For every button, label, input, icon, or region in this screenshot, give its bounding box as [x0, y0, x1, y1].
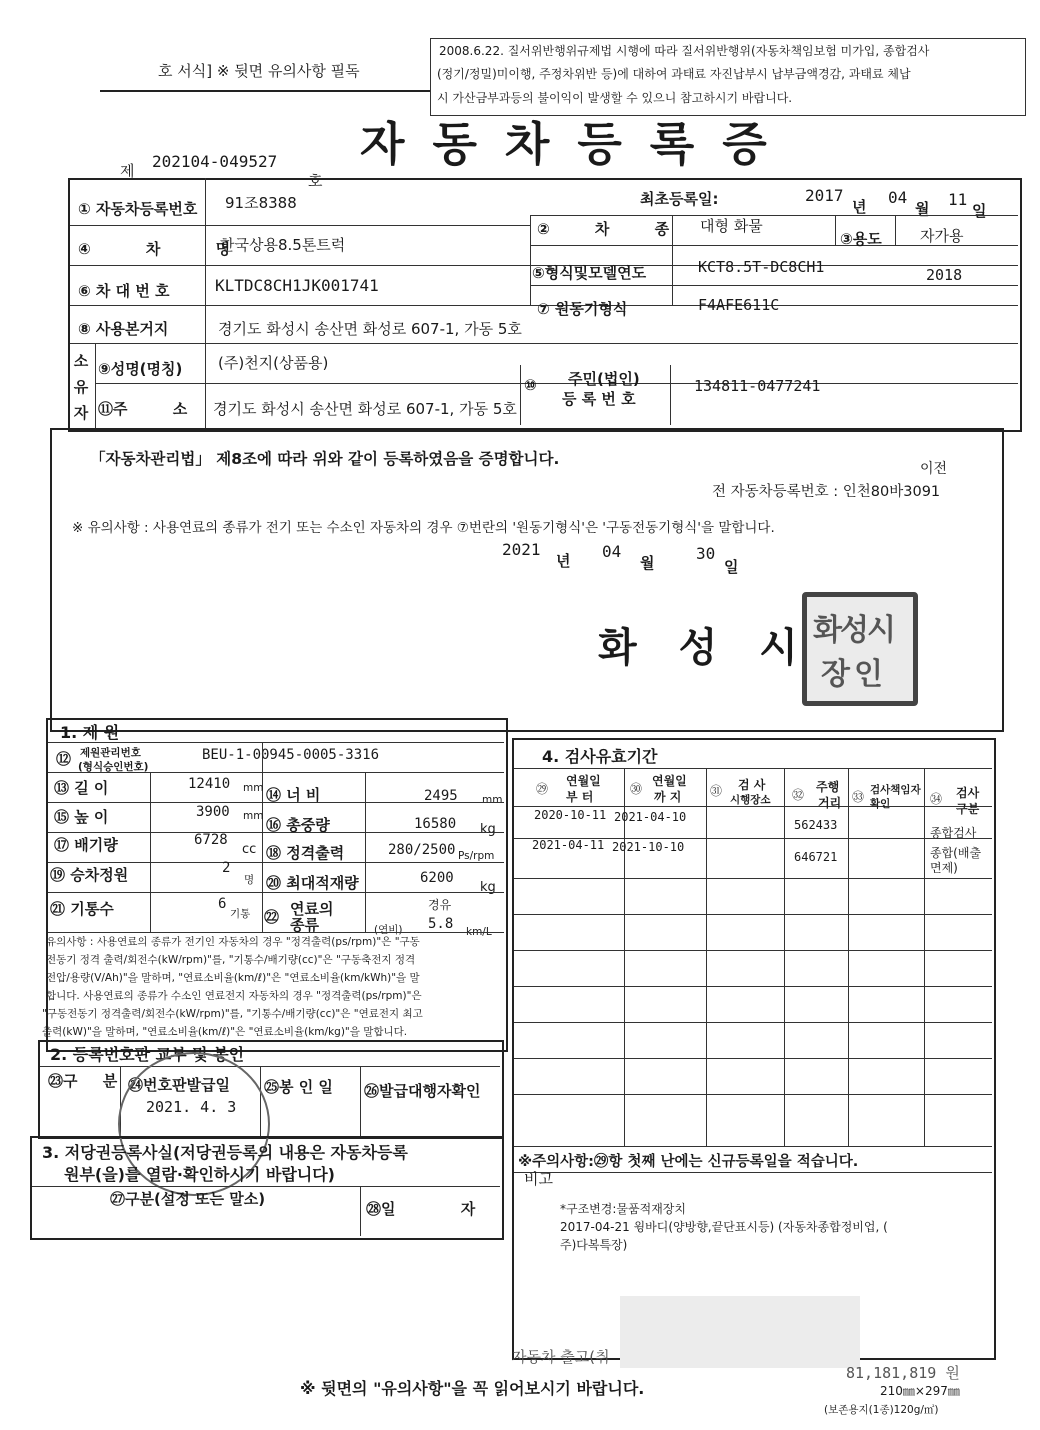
spec-22-num: ㉒: [264, 908, 280, 926]
footer-notice: ※ 뒷면의 "유의사항"을 꼭 읽어보시기 바랍니다.: [300, 1379, 645, 1398]
insp-remarks-1: *구조변경:물품적재장치: [560, 1202, 686, 1216]
spec-14-label: ⑭ 너 비: [266, 786, 321, 804]
spec-15-label: ⑮ 높 이: [54, 808, 109, 826]
field-11-label: ⑪주 소: [98, 400, 188, 418]
spec-18-label: ⑱ 정격출력: [266, 844, 345, 862]
first-reg-wol: 월: [915, 200, 930, 218]
plate-date-value: 2021. 4. 3: [146, 1098, 237, 1116]
field-5-year: 2018: [926, 266, 963, 284]
issue-nyeon: 년: [556, 552, 571, 570]
spec-14-value: 2495: [424, 788, 458, 804]
field-6-label: ⑥ 차 대 번 호: [78, 282, 170, 300]
spec-19-unit: 명: [244, 874, 255, 886]
col-line-mid2: [520, 365, 521, 425]
spec-20-label: ⑳ 최대적재량: [266, 874, 359, 892]
insp-col-5: [924, 768, 925, 1146]
redacted-area: [620, 1296, 860, 1368]
seal-text-bottom: 장인: [821, 657, 887, 692]
insp-row-1-from: 2020-10-11: [534, 808, 607, 822]
cert-number: 202104-049527: [152, 152, 278, 171]
release-price: 81,181,819 원: [846, 1364, 960, 1382]
insp-h32-l1: 주행: [816, 780, 840, 794]
first-reg-month: 04: [888, 188, 908, 207]
col-line-mid: [530, 215, 531, 305]
release-label: 자동차 출고(취: [512, 1348, 610, 1366]
field-5-value: KCT8.5T-DC8CH1: [698, 258, 825, 276]
prev-reg-line-1: 이전: [920, 461, 948, 477]
insp-line-3: [514, 878, 992, 879]
plate-line-1: [40, 1066, 500, 1067]
insp-row-1-kind: 종합검사: [930, 826, 977, 840]
issue-il: 일: [724, 558, 739, 576]
row-line-4: [70, 343, 1018, 344]
col-line-f10: [670, 365, 671, 425]
insp-col-3: [784, 768, 785, 1146]
insp-line-4: [514, 914, 992, 915]
specs-line-1: [48, 772, 504, 773]
mortgage-col-28: ㉘일 자: [366, 1200, 476, 1218]
mortgage-col-27: ㉗구분(설정 또는 말소): [110, 1190, 266, 1208]
field-4-value: 한국상용8.5톤트럭: [220, 236, 346, 254]
issue-day: 30: [696, 544, 716, 563]
first-reg-day: 11: [948, 190, 968, 209]
caution-text: ※ 유의사항 : 사용연료의 종류가 전기 또는 수소인 자동차의 경우 ⑦번란의 '원동기형식'은 '구동전동기형식'을 말합니다.: [72, 520, 775, 536]
insp-line-5: [514, 950, 992, 951]
insp-h32-l2: 거리: [818, 796, 842, 810]
specs-line-6: [48, 932, 504, 933]
field-10-label-1: 주민(법인): [568, 370, 640, 388]
row-line-1b: [530, 215, 1018, 216]
col-line-label: [205, 178, 206, 428]
insp-caution: ※주의사항:㉙항 첫째 난에는 신규등록일을 적습니다.: [518, 1154, 859, 1170]
field-10-value: 134811-0477241: [694, 377, 821, 395]
spec-13-unit: mm: [243, 782, 264, 794]
row-line-1: [70, 225, 530, 226]
form-label: 호 서식] ※ 뒷면 유의사항 필독: [158, 62, 360, 80]
insp-line-6: [514, 986, 992, 987]
plate-col-23: ㉓구 분: [48, 1072, 118, 1090]
spec-12-label-2: (형식승인번호): [78, 761, 149, 773]
insp-h32-num: ㉜: [792, 788, 805, 802]
spec-12-num: ⑫: [56, 750, 72, 768]
insp-remarks-2: 2017-04-21 윙바디(양방향,끝단표시등) (자동차종합정비업, (: [560, 1220, 888, 1234]
paper-type: (보존용지(1종)120g/㎡): [824, 1404, 939, 1416]
fuel-eff-unit: km/L: [466, 926, 492, 938]
spec-22-label-2: 종류: [290, 916, 319, 934]
field-1-label: ① 자동차등록번호: [78, 200, 198, 218]
insp-h29-l2: 부 터: [566, 790, 594, 804]
issue-month: 04: [602, 542, 622, 561]
insp-col-2: [706, 768, 707, 1146]
insp-h34-l1: 검사: [956, 786, 980, 800]
certify-text: 「자동차관리법」 제8조에 따라 위와 같이 등록하였음을 증명합니다.: [90, 450, 560, 468]
insp-line-0: [514, 768, 992, 769]
notice-line-1: 2008.6.22. 질서위반행위규제법 시행에 따라 질서위반행위(자동차책임보험 미가입, 종합검사: [439, 44, 930, 58]
spec-15-unit: mm: [243, 810, 264, 822]
specs-note-4: 합니다. 사용연료의 종류가 수소인 연료전지 자동차의 경우 "정격출력(ps/rpm)"은: [46, 990, 422, 1002]
insp-h33-l1: 검사책임자: [870, 784, 921, 796]
spec-19-value: 2: [222, 860, 231, 876]
col-line-yongdo: [835, 215, 836, 245]
plate-col-26: ㉖발급대행자확인: [364, 1082, 481, 1100]
row-line-5: [95, 383, 1018, 384]
spec-20-unit: kg: [480, 880, 496, 895]
insp-h29-num: ㉙: [536, 782, 549, 796]
spec-15-value: 3900: [196, 804, 230, 820]
plate-title: 2. 등록번호판 교부 및 봉인: [50, 1045, 245, 1064]
insp-row-2-mileage: 646721: [794, 850, 838, 864]
insp-h33-l2: 확인: [870, 798, 891, 810]
insp-line-11: [514, 1172, 992, 1173]
insp-h30-l2: 까 지: [654, 790, 682, 804]
specs-line-2: [48, 802, 504, 803]
specs-line-0: [48, 742, 504, 743]
row-line-3b: [530, 285, 1018, 286]
fuel-eff-value: 5.8: [428, 916, 454, 932]
field-7-value: F4AFE611C: [698, 296, 780, 314]
mortgage-title-2: 원부(을)를 열람·확인하시기 바랍니다): [64, 1165, 335, 1184]
field-11-value: 경기도 화성시 송산면 화성로 607-1, 가동 5호: [213, 400, 517, 418]
spec-22-value: 경유: [428, 898, 452, 912]
field-8-value: 경기도 화성시 송산면 화성로 607-1, 가동 5호: [218, 320, 522, 338]
specs-col-c: [365, 772, 366, 932]
field-7-label: ⑦ 원동기형식: [537, 300, 628, 318]
specs-note-2: 전동기 정격 출력/회전수(kW/rpm)"를, "기통수/배기량(cc)"은 "구동축전지 정격: [46, 954, 416, 966]
insp-h34-num: ㉞: [930, 792, 943, 806]
field-9-label: ⑨성명(명칭): [98, 360, 183, 378]
field-10-label-2: 등 록 번 호: [562, 390, 636, 408]
col-line-yongdo2: [895, 215, 896, 245]
plate-col-3: [360, 1066, 361, 1136]
field-5-label: ⑤형식및모델연도: [532, 264, 647, 282]
mortgage-line-1: [32, 1186, 500, 1187]
spec-21-label: ㉑ 기통수: [50, 900, 114, 918]
issuer-name: 화 성 시: [598, 624, 812, 671]
notice-box: [430, 38, 1026, 116]
inspection-title: 4. 검사유효기간: [542, 747, 658, 766]
insp-line-10: [514, 1146, 992, 1147]
field-9-value: (주)천지(상품용): [218, 354, 329, 372]
specs-line-4: [48, 862, 504, 863]
field-6-value: KLTDC8CH1JK001741: [215, 276, 379, 295]
fuel-eff-label: (연비): [374, 924, 403, 936]
insp-line-8: [514, 1058, 992, 1059]
specs-note-6: 출력(kW)"을 말하며, "연료소비율(km/ℓ)"은 "연료소비율(km/kg)"을 말합니다.: [42, 1026, 408, 1038]
field-3-value: 자가용: [920, 227, 964, 245]
official-seal: [802, 592, 918, 706]
insp-h30-num: ㉚: [630, 782, 643, 796]
insp-remarks-3: 주)다복특장): [560, 1238, 628, 1252]
specs-line-5: [48, 892, 504, 893]
field-4-label: ④ 차 명: [78, 240, 231, 258]
spec-12-label-1: 제원관리번호: [80, 747, 141, 759]
insp-col-1: [624, 768, 625, 1146]
specs-line-3: [48, 832, 504, 833]
insp-row-1-to: 2021-04-10: [614, 810, 687, 824]
issue-year: 2021: [502, 540, 541, 559]
spec-21-unit: 기통: [230, 908, 251, 920]
spec-18-value: 280/2500: [388, 842, 456, 858]
specs-title: 1. 제 원: [60, 723, 120, 742]
specs-note-1: 유의사항 : 사용연료의 종류가 전기인 자동차의 경우 "정격출력(ps/rpm)"은 "구동: [46, 936, 420, 948]
issue-wol: 월: [640, 554, 655, 572]
field-2-value: 대형 화물: [700, 217, 763, 235]
field-3-label: ③용도: [840, 230, 882, 248]
insp-row-2-from: 2021-04-11: [532, 838, 605, 852]
notice-line-3: 시 가산금부과등의 불이익이 발생할 수 있으니 참고하시기 바랍니다.: [437, 91, 793, 105]
specs-col-a: [150, 772, 151, 932]
spec-22-label-1: 연료의: [290, 900, 334, 918]
spec-12-value: BEU-1-00945-0005-3316: [202, 747, 380, 763]
specs-note-3: 전압/용량(V/Ah)"을 말하며, "연료소비율(km/ℓ)"은 "연료소비율(km/kWh)"을 말: [46, 972, 420, 984]
owner-side-label: 소 유 자: [73, 352, 89, 422]
first-reg-label: 최초등록일:: [640, 190, 719, 208]
plate-col-25: ㉕봉 인 일: [264, 1078, 333, 1096]
spec-16-label: ⑯ 총중량: [266, 816, 330, 834]
spec-17-value: 6728: [194, 832, 228, 848]
mortgage-col-1: [360, 1186, 361, 1236]
insp-h31-num: ㉛: [710, 784, 723, 798]
insp-row-2-kind: 종합(배출면제): [930, 846, 982, 875]
plate-col-24: ㉔번호판발급일: [128, 1076, 230, 1094]
field-8-label: ⑧ 사용본거지: [78, 320, 169, 338]
spec-16-unit: kg: [480, 822, 496, 837]
insp-remarks-label: 비고: [524, 1170, 553, 1188]
first-reg-year: 2017: [805, 186, 844, 205]
first-reg-nyeon: 년: [852, 198, 867, 216]
specs-col-b: [262, 742, 263, 932]
insp-line-9: [514, 1094, 992, 1095]
insp-h33-num: ㉝: [852, 790, 865, 804]
insp-line-7: [514, 1022, 992, 1023]
insp-h31-l1: 검 사: [738, 778, 766, 792]
col-line-owner: [95, 343, 96, 428]
prev-reg-line-2: 전 자동차등록번호 : 인천80바3091: [712, 484, 941, 500]
spec-13-label: ⑬ 길 이: [54, 779, 109, 797]
spec-19-label: ⑲ 승차정원: [50, 866, 129, 884]
insp-col-4: [848, 768, 849, 1146]
field-10-num: ⑩: [524, 376, 537, 394]
field-2-label: ② 차 종: [537, 220, 670, 238]
cert-suffix: 호: [308, 172, 323, 190]
page-title: 자 동 차 등 록 증: [360, 117, 773, 171]
spec-20-value: 6200: [420, 870, 454, 886]
insp-h34-l2: 구분: [956, 802, 980, 816]
header-rule: [100, 90, 430, 92]
seal-text-top: 화성시: [813, 613, 894, 648]
spec-21-value: 6: [218, 896, 227, 912]
spec-16-value: 16580: [414, 816, 457, 832]
insp-row-1-mileage: 562433: [794, 818, 838, 832]
notice-line-2: (정기/정밀)미이행, 주정차위반 등)에 대하여 과태료 자진납부시 납부금액경감, 과태료 체납: [437, 67, 911, 81]
insp-row-2-to: 2021-10-10: [612, 840, 685, 854]
insp-h29-l1: 연월일: [566, 774, 601, 788]
specs-note-5: "구동전동기 정격출력/회전수(kW/rpm)"를, "기통수/배기량(cc)"은 "연료전지 최고: [42, 1008, 423, 1020]
mortgage-title-1: 3. 저당권등록사실(저당권등록의 내용은 자동차등록: [42, 1143, 408, 1162]
spec-17-unit: cc: [242, 842, 257, 857]
paper-size: 210㎜×297㎜: [880, 1384, 960, 1398]
first-reg-il: 일: [972, 202, 987, 220]
col-line-mid-label: [672, 215, 673, 305]
insp-h30-l1: 연월일: [652, 774, 687, 788]
insp-h31-l2: 시행장소: [730, 794, 771, 806]
spec-14-unit: mm: [482, 794, 503, 806]
spec-18-unit: Ps/rpm: [458, 850, 495, 862]
spec-17-label: ⑰ 배기량: [54, 836, 118, 854]
cert-prefix: 제: [120, 162, 135, 180]
field-1-value: 91조8388: [225, 194, 297, 212]
spec-13-value: 12410: [188, 776, 231, 792]
